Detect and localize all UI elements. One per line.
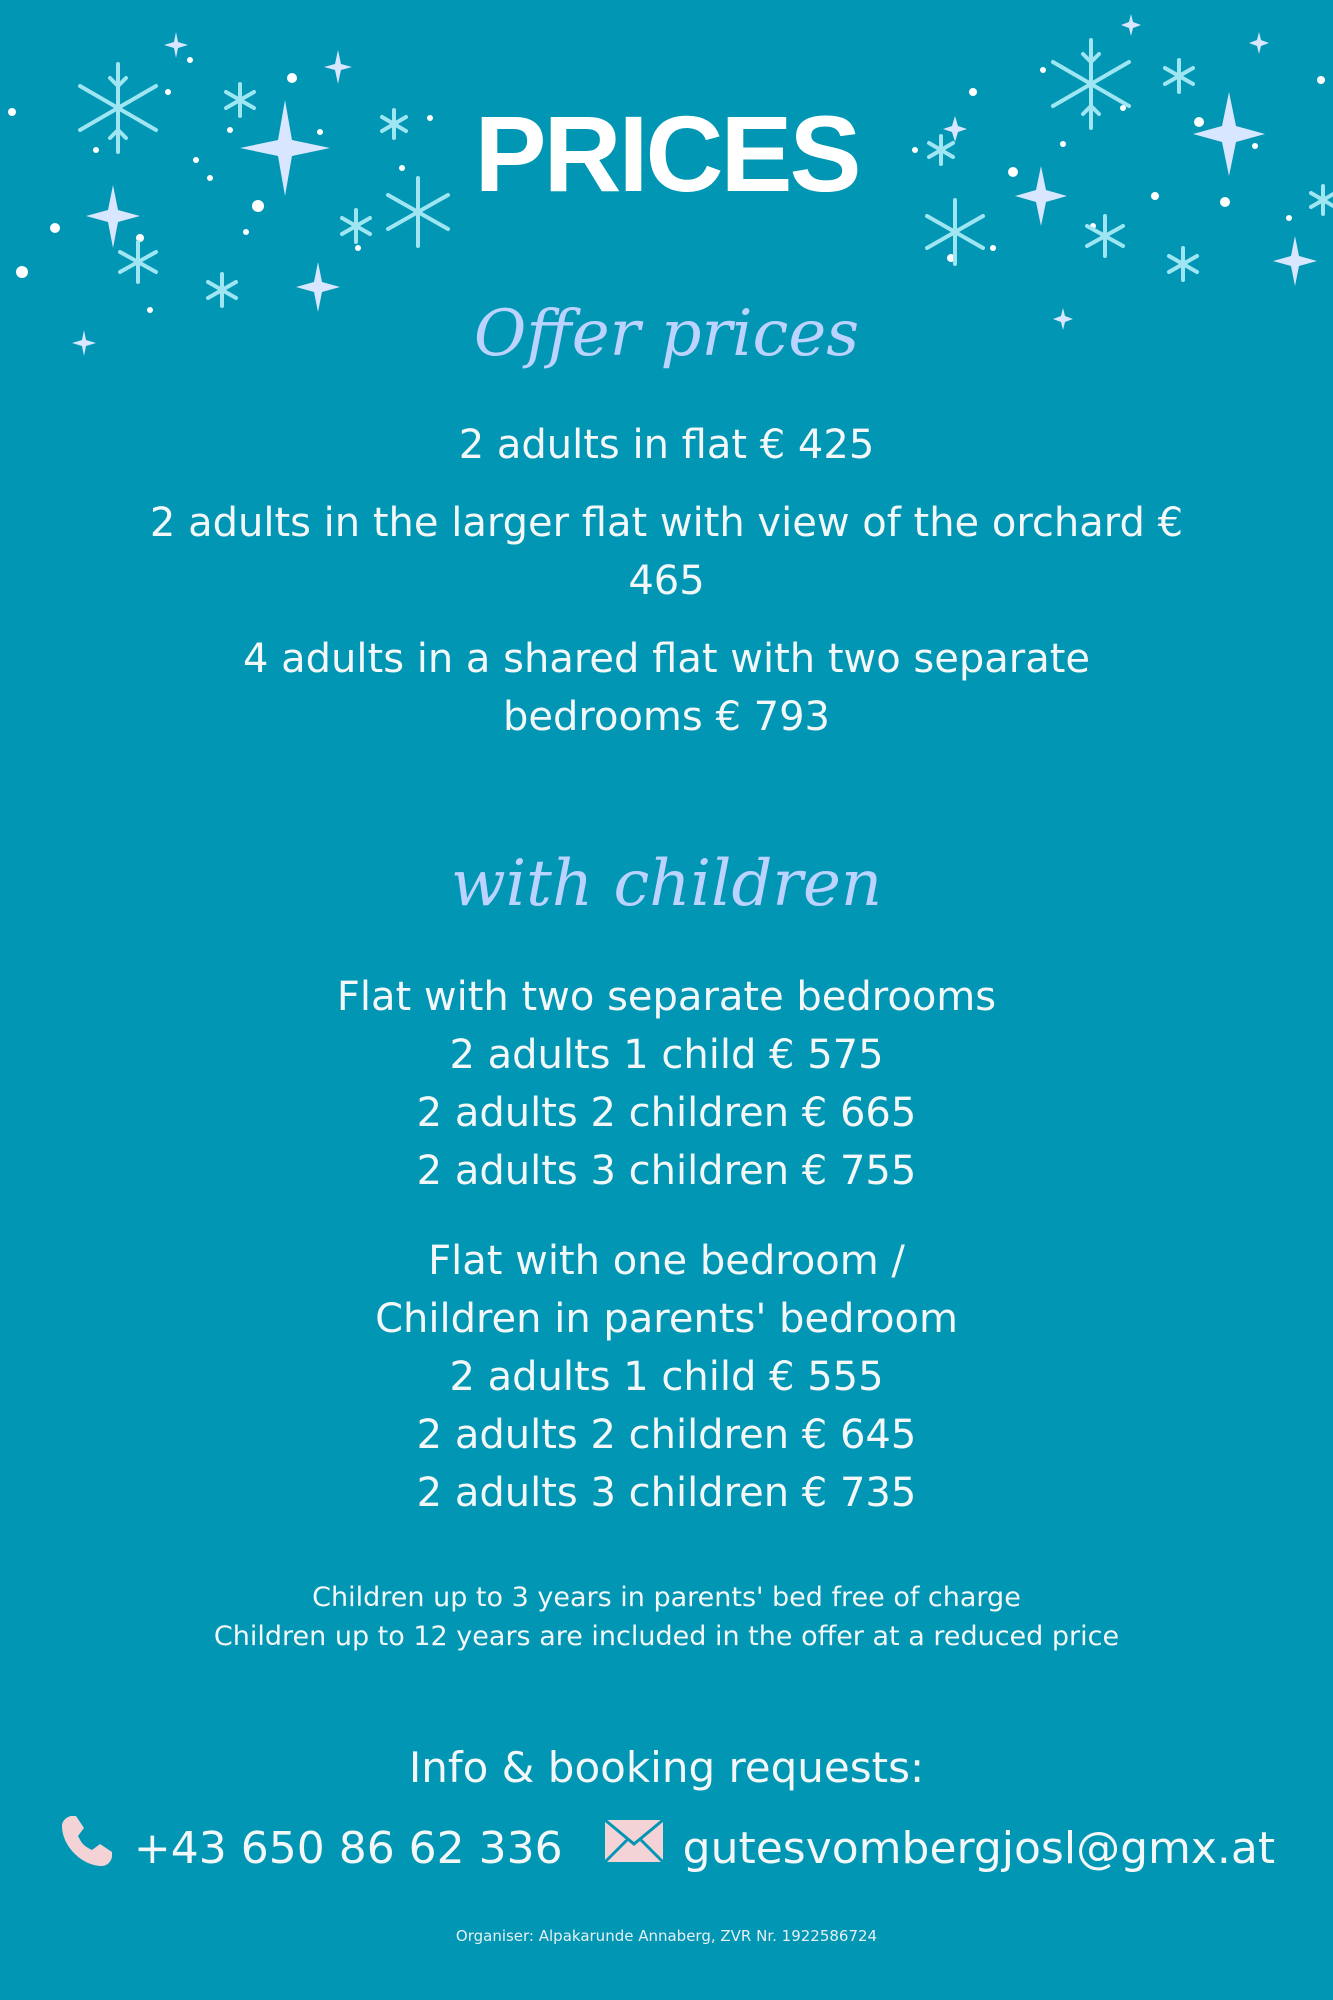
with-children-heading: with children <box>450 847 883 921</box>
info-booking-label: Info & booking requests: <box>408 1743 925 1792</box>
children-notes <box>0 1578 1333 1656</box>
note-line: Children up to 12 years are included in the offer at a reduced price <box>213 1621 1120 1652</box>
contact-row <box>0 1812 1333 1886</box>
offer-item: 2 adults in flat € 425 <box>458 422 875 468</box>
organiser-footer: Organiser: Alpakarunde Annaberg, ZVR Nr. 1922586724 <box>455 1927 878 1945</box>
phone-icon <box>58 1812 116 1886</box>
offer-price-list <box>0 416 1333 746</box>
phone-link[interactable]: +43 650 86 62 336 <box>133 1823 563 1874</box>
block-subtitle: Children in parents' bedroom <box>375 1296 958 1342</box>
offer-prices-heading: Offer prices <box>473 297 860 371</box>
two-bedroom-price-block <box>0 968 1333 1200</box>
note-line: Children up to 3 years in parents' bed free of charge <box>312 1582 1021 1613</box>
price-line: 2 adults 3 children € 735 <box>416 1470 917 1516</box>
price-line: 2 adults 3 children € 755 <box>416 1148 917 1194</box>
price-line: 2 adults 1 child € 555 <box>449 1354 884 1400</box>
price-line: 2 adults 2 children € 645 <box>416 1412 917 1458</box>
email-link[interactable]: gutesvombergjosl@gmx.at <box>682 1823 1276 1874</box>
page-title: PRICES <box>474 93 859 214</box>
one-bedroom-price-block <box>0 1232 1333 1522</box>
offer-item: 2 adults in the larger flat with view of the orchard € 465 <box>149 500 1184 604</box>
price-line: 2 adults 1 child € 575 <box>449 1032 884 1078</box>
price-line: 2 adults 2 children € 665 <box>416 1090 917 1136</box>
block-title: Flat with two separate bedrooms <box>336 974 997 1020</box>
offer-item: 4 adults in a shared flat with two separate bedrooms € 793 <box>242 636 1091 740</box>
envelope-icon <box>603 1818 665 1880</box>
block-title: Flat with one bedroom / <box>428 1238 905 1284</box>
